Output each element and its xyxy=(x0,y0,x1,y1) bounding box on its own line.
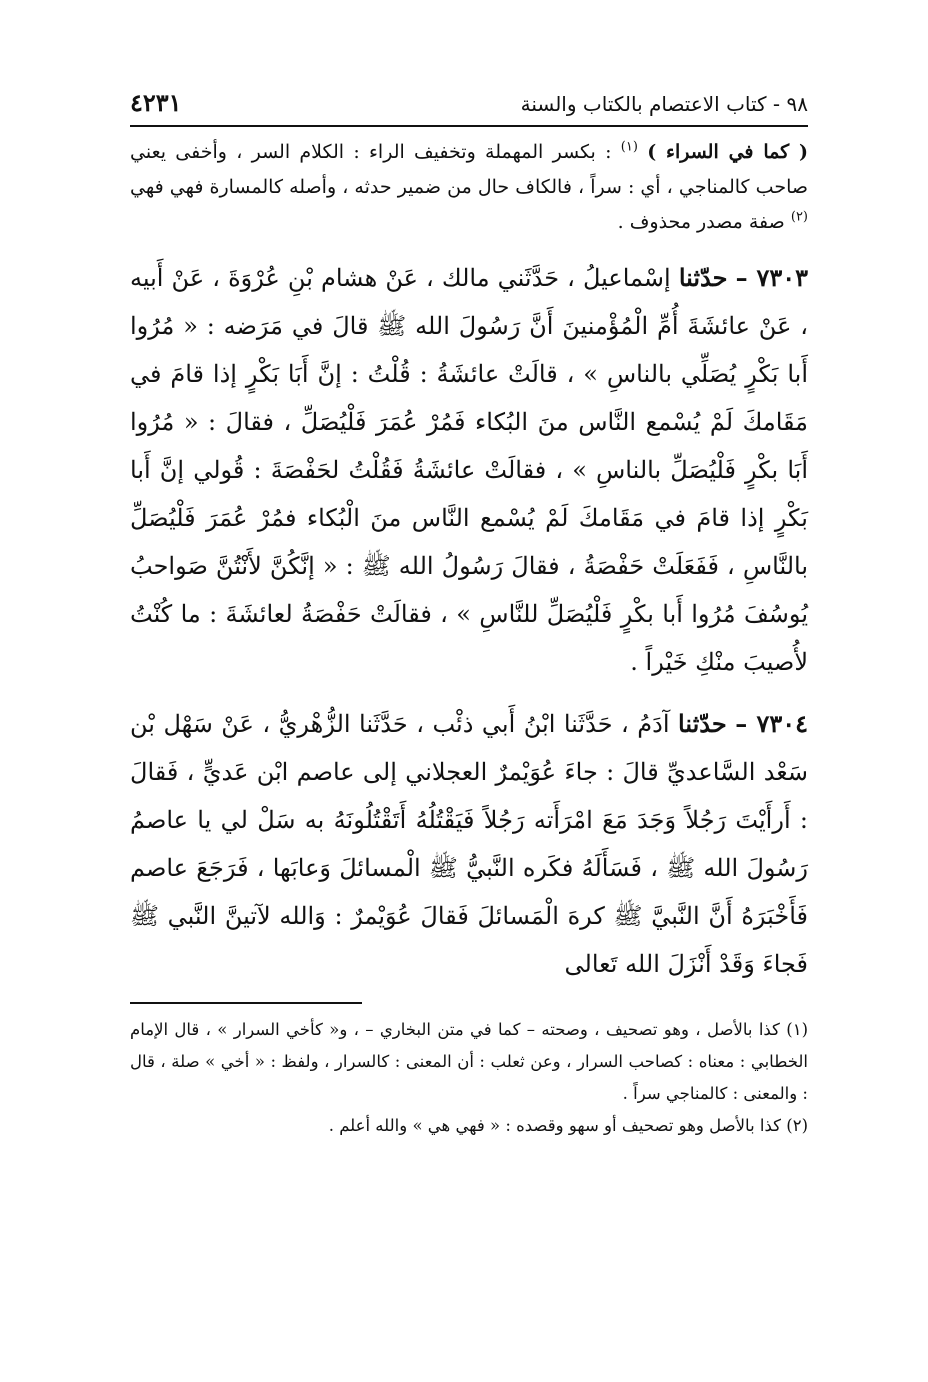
footnote-2: (٢) كذا بالأصل وهو تصحيف أو سهو وقصده : « فهي هي » والله أعلم . xyxy=(328,1116,808,1135)
footnote-separator xyxy=(130,1002,362,1004)
commentary-text-2: صفة مصدر محذوف . xyxy=(617,211,785,233)
footnote-ref-1[interactable]: (١) xyxy=(620,139,638,155)
hadith-text: إسْماعيلُ ، حَدَّثَني مالك ، عَنْ هشام بْنِ عُرْوَةَ ، عَنْ أَبيه ، عَنْ عائشَةَ أُمِّ الْمُؤْمنينَ أَنَّ رَسُولَ الله ﷺ قالَ في مَرَضه : « مُرُوا أَبا بَكْرٍ يُصَلِّي بالناسِ » ، قالَتْ عائشَةُ : قُلْتُ : إنَّ أَبَا بَكْرٍ إذا قامَ في مَقَامكَ لَمْ يُسْمع النَّاس منَ البُكاء فَمُرْ عُمَرَ فَلْيُصَلِّ ، فقالَ : « مُرُوا أَبَا بكْرٍ فَلْيُصَلِّ بالناسِ » ، فقالَتْ عائشَةُ فَقُلْتُ لحَفْصَةَ : قُولي إنَّ أَبا بَكْرٍ إذا قامَ في مَقَامكَ لَمْ يُسْمع النَّاس منَ الْبُكاء فمُرْ عُمَرَ فَلْيُصَلِّ بالنَّاسِ ، فَفَعَلَتْ حَفْصَةُ ، فقالَ رَسُولُ الله ﷺ : « إنَّكُنَّ لأَنْتُنَّ صَواحبُ يُوسُفَ مُرُوا أَبا بكْرٍ فَلْيُصَلِّ للنَّاسِ » ، فقالَتْ حَفْصَةُ لعائشَةَ : ما كُنْتُ لأُصيبَ منْكِ خَيْراً . xyxy=(130,264,808,676)
hadith-number: ٧٣٠٣ – xyxy=(735,263,808,292)
running-header xyxy=(130,88,808,127)
commentary-lemma: ( كما في السراء ) xyxy=(647,141,809,163)
hadith-opening: حدّثنا xyxy=(678,263,728,292)
page-number: ٤٢٣١ xyxy=(130,88,182,117)
hadith-7304 xyxy=(130,700,808,988)
hadith-text: آدَمُ ، حَدَّثَنا ابْنُ أَبي ذئْب ، حَدَّثَنا الزُّهْريُّ ، عَنْ سَهْل بْن سَعْد السَّاعديِّ قالَ : جاءَ عُوَيْمرٌ العجلاني إلى عاصم ابْن عَديٍّ ، فَقالَ : أَرأَيْتَ رَجُلاً وَجَدَ مَعَ امْرَأَته رَجُلاً فَيَقْتُلُهُ أَتَقْتُلُونَهُ به سَلْ لي يا عاصمُ رَسُولَ الله ﷺ ، فَسَأَلَهُ فكَره النَّبيُّ ﷺ الْمسائلَ وَعابَها ، فَرَجَعَ عاصم فَأَخْبَرَهُ أَنَّ النَّبيَّ ﷺ كرهَ الْمَسائلَ فَقالَ عُوَيْمرٌ : وَالله لآتينَّ النَّبي ﷺ فَجاءَ وَقَدْ أَنْزَلَ الله تَعالى xyxy=(130,710,808,978)
page xyxy=(130,88,808,1142)
hadith-7303 xyxy=(130,254,808,686)
footnote-ref-2[interactable]: (٢) xyxy=(790,209,808,225)
hadith-number: ٧٣٠٤ – xyxy=(735,709,809,738)
commentary-block xyxy=(130,135,808,240)
chapter-title: ٩٨ - كتاب الاعتصام بالكتاب والسنة xyxy=(520,92,808,116)
footnotes xyxy=(130,1014,808,1142)
footnote-1: (١) كذا بالأصل ، وهو تصحيف ، وصحته – كما في متن البخاري – ، و« كأخي السرار » ، قال الإمام الخطابي : معناه : كصاحب السرار ، وعن ثعلب : أن المعنى : كالسرار ، ولفظ : « أخي » صلة ، قال : والمعنى : كالمناجي سراً . xyxy=(130,1020,808,1103)
hadith-opening: حدّثنا xyxy=(678,709,727,738)
commentary-text-1: : بكسر المهملة وتخفيف الراء : الكلام السر ، وأخفى يعني صاحب كالمناجي ، أي : سراً ، فالكاف حال من ضمير حدثه ، وأصله كالمسارة فهي فهي xyxy=(130,141,808,198)
